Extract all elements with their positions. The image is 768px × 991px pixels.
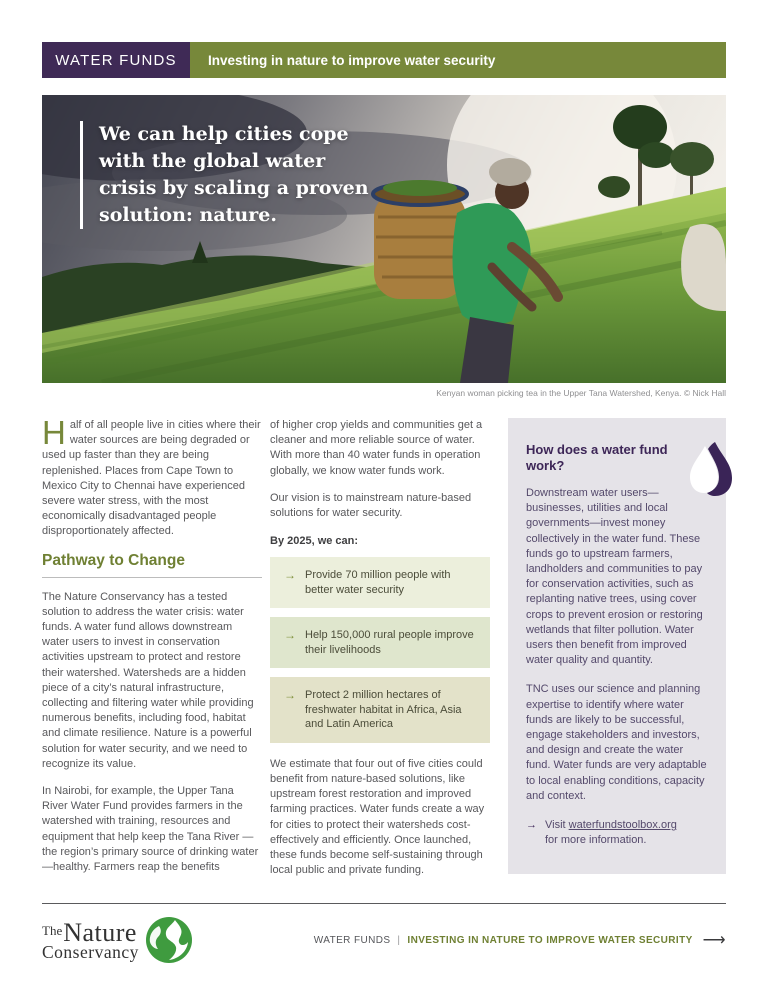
long-arrow-icon: ⟶ bbox=[702, 932, 726, 949]
header-tagline: Investing in nature to improve water security bbox=[190, 42, 726, 78]
hero-headline-line: with the global water bbox=[99, 150, 326, 172]
footer-separator: | bbox=[397, 934, 401, 946]
sidebar-box bbox=[508, 418, 726, 874]
hero-headline-line: We can help cities cope bbox=[99, 123, 349, 145]
tnc-logo bbox=[42, 916, 193, 964]
paragraph: In Nairobi, for example, the Upper Tana River Water Fund provides farmers in the watershed with training, resources and equipment that help keep the Tana River —the region’s primary source of drinking water—healthy. Farmers reap the benefits bbox=[42, 785, 259, 874]
link-prefix: Visit bbox=[545, 819, 569, 832]
hero-headline-line: crisis by scaling a proven bbox=[99, 177, 369, 199]
dropcap: H bbox=[42, 414, 66, 451]
footer bbox=[42, 903, 726, 964]
hero-headline bbox=[80, 121, 369, 229]
header-bar bbox=[42, 42, 726, 78]
hero-section bbox=[42, 95, 726, 383]
intro-paragraph bbox=[42, 414, 262, 540]
main-content bbox=[42, 414, 726, 890]
intro-text: alf of all people live in cities where their water sources are being degraded or used up faster than they are being replenished. Places from Cape Town to Mexico City to Chennai have experienced severe water stress, with the most economically disadvantaged people disproportionately affected. bbox=[42, 419, 261, 538]
sidebar-heading: How does a water fund work? bbox=[526, 442, 668, 473]
arrow-right-icon: → bbox=[284, 688, 296, 703]
water-droplet-icon bbox=[688, 440, 734, 498]
logo-the: The bbox=[42, 922, 63, 938]
goal-box-1 bbox=[270, 557, 490, 608]
goals-label: By 2025, we can: bbox=[270, 535, 359, 548]
footer-tagline: INVESTING IN NATURE TO IMPROVE WATER SECURITY bbox=[407, 934, 693, 946]
sidebar-paragraph: Downstream water users—businesses, utilities and local governments—invest money collectively in the water fund. These funds go to upstream farmers, landholders and communities to pay for conservation activities, such as replanting native trees, using cover crops to prevent erosion or restoring wetlands that filter pollution. Water users then benefit from improved water quality and quantity. bbox=[526, 487, 703, 667]
sidebar-paragraph: TNC uses our science and planning expertise to identify where water funds are likely to be successful, engage stakeholders and investors, and design and create the water fund. Water funds are very adaptable to local enabling conditions, capacity and context. bbox=[526, 683, 707, 802]
sidebar-link-text bbox=[545, 818, 677, 848]
goal-text: Provide 70 million people with better water security bbox=[305, 569, 451, 596]
column-sidebar bbox=[508, 418, 726, 890]
paragraph: Our vision is to mainstream nature-based solutions for water security. bbox=[270, 491, 472, 520]
tnc-globe-icon bbox=[145, 916, 193, 964]
goal-box-3 bbox=[270, 677, 490, 743]
logo-conservancy: Conservancy bbox=[42, 941, 139, 962]
paragraph: of higher crop yields and communities get a cleaner and more reliable source of water. With more than 40 water funds in operation globally, we know water funds work. bbox=[270, 419, 483, 477]
tnc-logo-text bbox=[42, 918, 139, 963]
goal-text: Help 150,000 rural people improve their livelihoods bbox=[305, 629, 474, 656]
sidebar-link-row bbox=[526, 818, 708, 848]
arrow-right-icon: → bbox=[526, 819, 537, 832]
paragraph: We estimate that four out of five cities could benefit from nature-based solutions, like upstream forest restoration and improved farming practices. Water funds create a way for cities to protect their watersheds cost-effectively and efficiently. Once launched, these funds become self-sustaining through local public and private funding. bbox=[270, 757, 485, 877]
hero-headline-line: solution: nature. bbox=[99, 204, 277, 226]
section-heading-pathway: Pathway to Change bbox=[42, 552, 262, 578]
logo-nature: Nature bbox=[63, 917, 137, 947]
link-suffix: for more information. bbox=[545, 834, 647, 847]
column-left bbox=[42, 414, 262, 890]
paragraph: The Nature Conservancy has a tested solution to address the water crisis: water funds. A water fund allows downstream water users to invest in conservation activities upstream to protect and restore their watershed. Watersheds are a hidden piece of a city’s natural infrastructure, collecting and filtering water while providing numerous benefits, including food, habitat and climate resilience. Nature is a powerful solution for water security, and we need to recognize its value. bbox=[42, 590, 254, 770]
footer-doc-label: WATER FUNDS bbox=[313, 934, 391, 946]
goal-box-2 bbox=[270, 617, 490, 668]
goal-text: Protect 2 million hectares of freshwater habitat in Africa, Asia and Latin America bbox=[305, 689, 462, 731]
photo-caption: Kenyan woman picking tea in the Upper Tana Watershed, Kenya. © Nick Hall bbox=[436, 388, 726, 398]
arrow-right-icon: → bbox=[284, 628, 296, 643]
header-badge: WATER FUNDS bbox=[42, 42, 190, 78]
column-middle bbox=[270, 418, 490, 890]
waterfundstoolbox-link[interactable]: waterfundstoolbox.org bbox=[568, 819, 677, 832]
arrow-right-icon: → bbox=[284, 568, 296, 583]
footer-right bbox=[314, 930, 726, 950]
